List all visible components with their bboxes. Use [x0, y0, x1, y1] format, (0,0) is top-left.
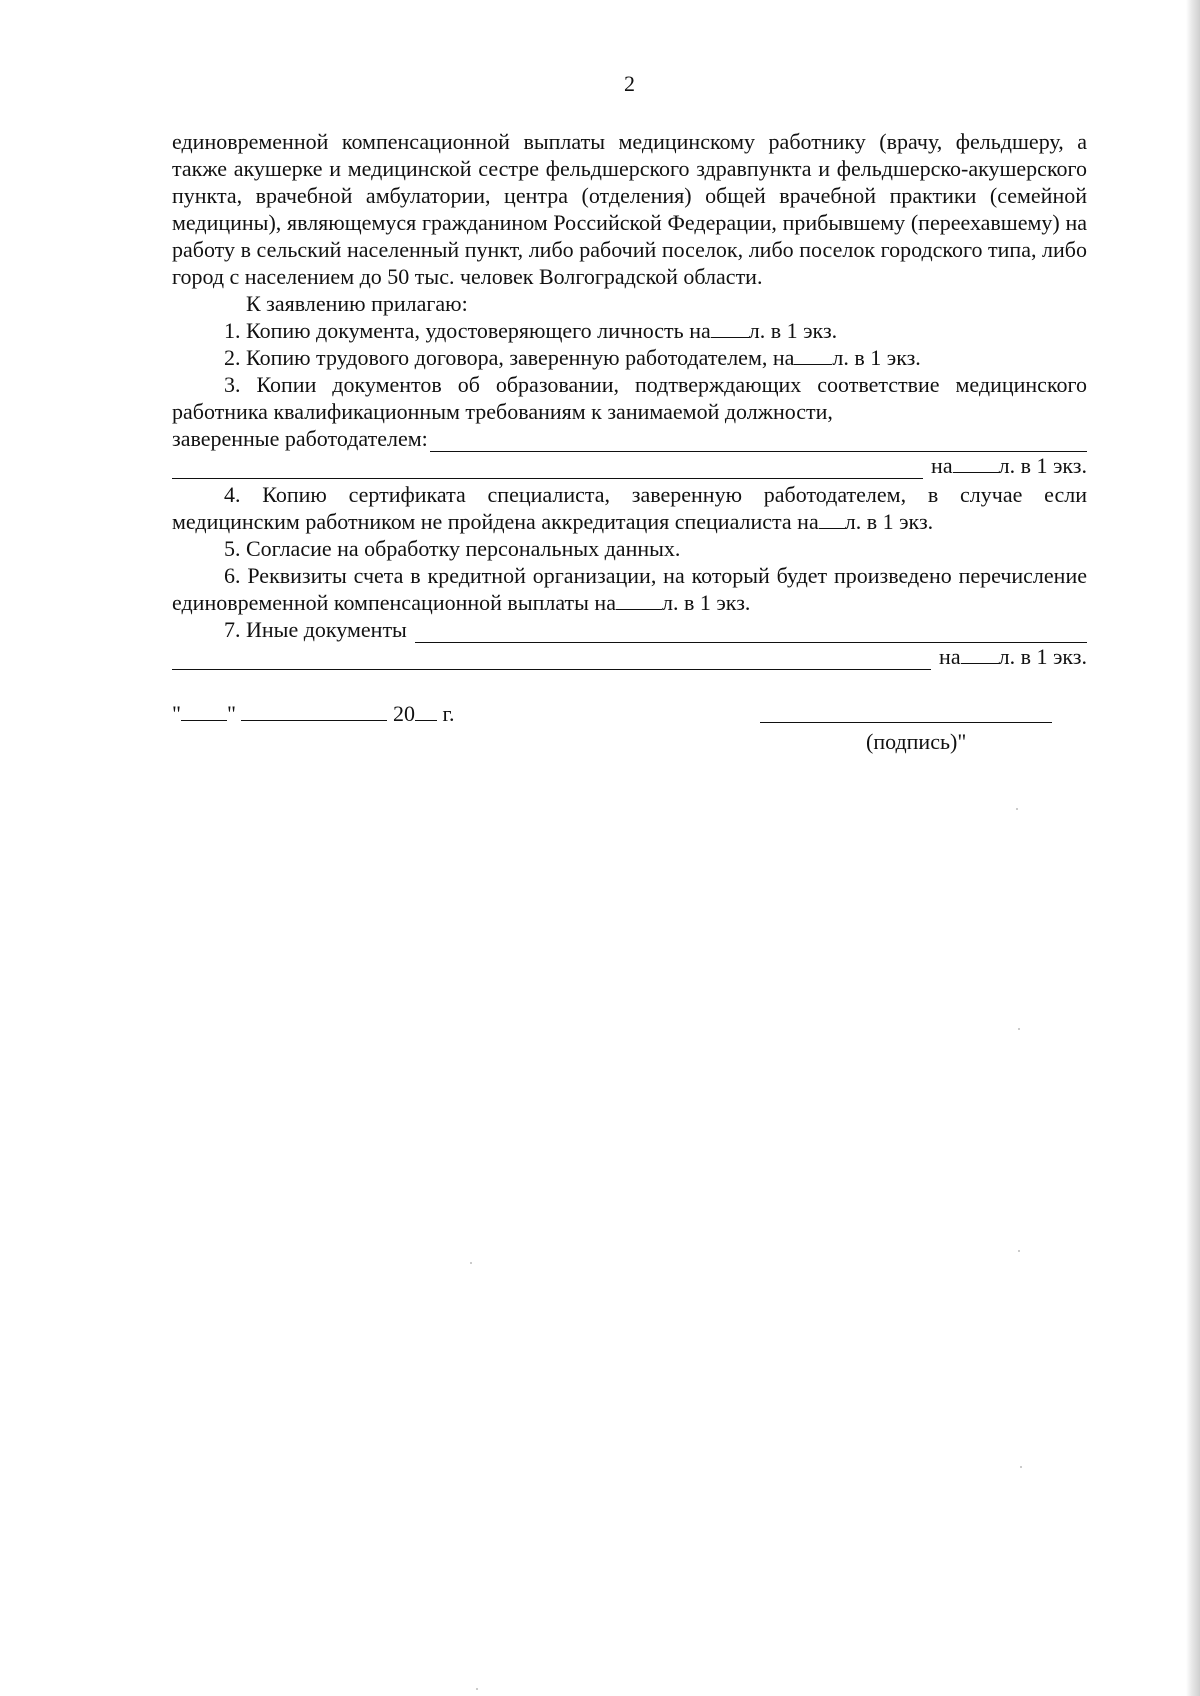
item-7-na: на: [939, 644, 961, 669]
item-7-tail: л. в 1 экз.: [998, 644, 1087, 669]
document-page: [172, 0, 1087, 1696]
item-2-blank: [794, 344, 832, 365]
scan-speck: [1020, 1466, 1022, 1468]
item-7-label-line: [172, 616, 1087, 643]
date-block: [172, 700, 455, 727]
page-number: 2: [624, 71, 635, 96]
item-3-label: заверенные работодателем:: [172, 426, 428, 451]
item-3-blank-1: [430, 429, 1087, 452]
item-7-label: 7. Иные документы: [224, 617, 407, 642]
scan-speck: [470, 1262, 472, 1264]
scan-speck: [1018, 1250, 1020, 1252]
item-7-second-line: [172, 643, 1087, 670]
item-3-text: 3. Копии документов об образовании, подтверждающих соответствие медицинского работника квалификационным требованиям к занимаемой должности,: [172, 372, 1087, 424]
scan-speck: [1016, 808, 1018, 810]
item-6: [172, 562, 1087, 616]
item-4: [172, 481, 1087, 535]
item-4-blank: [819, 508, 845, 529]
signature-line: [760, 722, 1052, 723]
signature-row: [172, 700, 1087, 760]
item-1: [172, 317, 1087, 344]
item-1-tail: л. в 1 экз.: [748, 318, 838, 343]
item-5: 5. Согласие на обработку персональных данных.: [224, 536, 681, 561]
item-7-blank-2: [172, 647, 931, 670]
item-3-pages-blank: [953, 452, 999, 473]
item-7-blank-1: [415, 620, 1087, 643]
item-2-tail: л. в 1 экз.: [832, 345, 921, 370]
item-2-text: 2. Копию трудового договора, заверенную работодателем, на: [224, 345, 795, 370]
date-year-blank: [415, 700, 437, 721]
attach-intro: К заявлению прилагаю:: [246, 291, 468, 316]
scan-speck: [476, 1688, 478, 1690]
item-4-tail: л. в 1 экз.: [844, 509, 934, 534]
item-3-second-line: [172, 452, 1087, 479]
item-6-text: 6. Реквизиты счета в кредитной организации, на который будет произведено перечисление единовременной компенсационной выплаты на: [172, 563, 1087, 615]
item-6-tail: л. в 1 экз.: [661, 590, 751, 615]
item-1-blank: [711, 317, 749, 338]
item-3-tail: л. в 1 экз.: [998, 453, 1087, 478]
item-6-blank: [616, 589, 662, 610]
date-quote-open: ": [172, 701, 181, 726]
item-3-blank-2: [172, 456, 923, 479]
signature-caption: (подпись)": [866, 729, 967, 754]
item-7-pages-blank: [961, 643, 999, 664]
item-1-text: 1. Копию документа, удостоверяющего личность на: [224, 318, 711, 343]
date-year-suffix: г.: [442, 701, 455, 726]
date-year-prefix: 20: [392, 701, 415, 726]
scan-speck: [1018, 1028, 1020, 1030]
item-3-label-line: [172, 425, 1087, 452]
item-2: [172, 344, 1087, 371]
date-day-blank: [181, 700, 227, 721]
item-4-text: 4. Копию сертификата специалиста, заверенную работодателем, в случае если медицинским работником не пройдена аккредитация специалиста на: [172, 482, 1087, 534]
scan-edge: [1186, 0, 1200, 1696]
date-quote-close: ": [226, 701, 236, 726]
date-month-blank: [241, 700, 387, 721]
paragraph-main: единовременной компенсационной выплаты медицинскому работнику (врачу, фельдшеру, а также акушерке и медицинской сестре фельдшерского здравпункта и фельдшерско-акушерского пункта, врачебной амбулатории, центра (отделения) общей врачебной практики (семейной медицины), являющемуся гражданином Российской Федерации, прибывшему (переехавшему) на работу в сельский населенный пункт, либо рабочий поселок, либо поселок городского типа, либо город с населением до 50 тыс. человек Волгоградской области.: [172, 129, 1087, 289]
item-3-na: на: [931, 453, 953, 478]
document-body: [172, 128, 1087, 760]
